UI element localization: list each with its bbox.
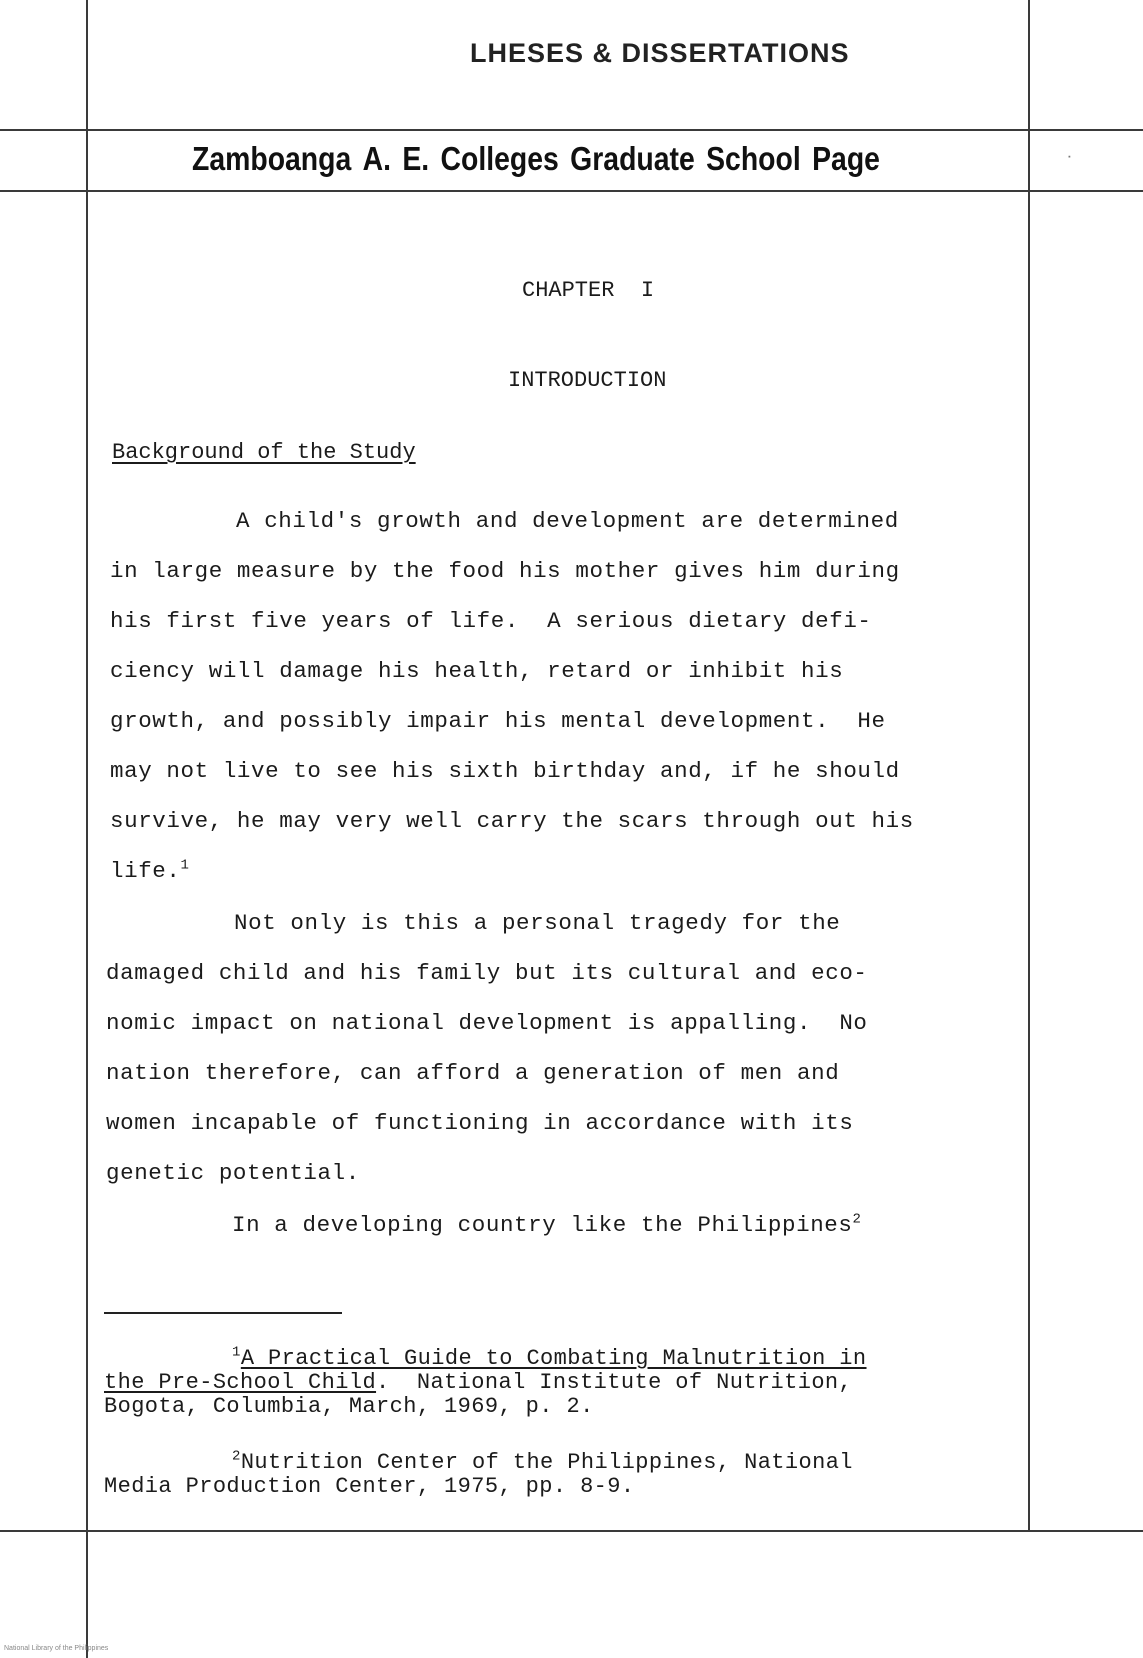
body-line: Not only is this a personal tragedy for the — [234, 910, 841, 936]
footnote-separator — [104, 1312, 342, 1314]
chapter-title: INTRODUCTION — [508, 368, 667, 393]
school-word: Colleges — [440, 140, 559, 177]
body-line: may not live to see his sixth birthday and, if he should — [110, 758, 900, 784]
body-text: In a developing country like the Philippines — [232, 1212, 853, 1238]
body-line-with-footnote — [232, 1212, 862, 1238]
body-line: A child's growth and development are determined — [236, 508, 899, 534]
body-line: nation therefore, can afford a generation of men and — [106, 1060, 840, 1086]
body-line: women incapable of functioning in accordance with its — [106, 1110, 854, 1136]
footnote-1-line-3: Bogota, Columbia, March, 1969, p. 2. — [104, 1394, 594, 1419]
school-word: Zamboanga — [192, 140, 352, 177]
right-margin-rule — [1028, 0, 1030, 1530]
footnote-text: Nutrition Center of the Philippines, National — [240, 1450, 853, 1475]
section-heading: Background of the Study — [112, 440, 416, 465]
scan-credit: National Library of the Philippines — [4, 1645, 109, 1652]
header-bottom-rule — [0, 190, 1143, 192]
footnote-mark: 1 — [180, 857, 190, 874]
footnote-1-line-2 — [104, 1370, 852, 1395]
header-top-rule — [0, 129, 1143, 131]
body-line: ciency will damage his health, retard or inhibit his — [110, 658, 844, 684]
body-line: growth, and possibly impair his mental development. He — [110, 708, 886, 734]
school-word: School — [706, 140, 801, 177]
theses-banner: LHESES & DISSERTATIONS — [470, 38, 850, 68]
footnote-mark: 2 — [852, 1211, 862, 1228]
school-word: E. — [402, 140, 430, 177]
left-margin-rule — [86, 0, 88, 1658]
school-word: Graduate — [570, 140, 695, 177]
footnote-1-line-1 — [232, 1346, 867, 1371]
footnote-2-line-2: Media Production Center, 1975, pp. 8-9. — [104, 1474, 635, 1499]
footnote-mark: 1 — [232, 1344, 241, 1361]
footer-rule — [0, 1530, 1143, 1532]
body-line: his first five years of life. A serious dietary defi- — [110, 608, 872, 634]
footnote-2-line-1 — [232, 1450, 853, 1475]
footnote-mark: 2 — [232, 1448, 241, 1465]
footnote-title: A Practical Guide to Combating Malnutrition in — [240, 1346, 867, 1371]
chapter-number: CHAPTER I — [522, 278, 655, 303]
body-text: life. — [110, 858, 181, 884]
footnote-title: the Pre-School Child — [104, 1370, 377, 1395]
footnote-text: . National Institute of Nutrition, — [376, 1370, 853, 1395]
body-line: survive, he may very well carry the scars through out his — [110, 808, 914, 834]
body-line: genetic potential. — [106, 1160, 360, 1186]
school-word: A. — [362, 140, 392, 177]
body-line: damaged child and his family but its cultural and eco- — [106, 960, 868, 986]
margin-mark: ˙ — [1064, 155, 1075, 175]
school-header — [192, 140, 880, 178]
body-line-with-footnote — [110, 858, 190, 884]
page-label: Page — [812, 140, 880, 177]
body-line: nomic impact on national development is appalling. No — [106, 1010, 868, 1036]
body-line: in large measure by the food his mother gives him during — [110, 558, 900, 584]
